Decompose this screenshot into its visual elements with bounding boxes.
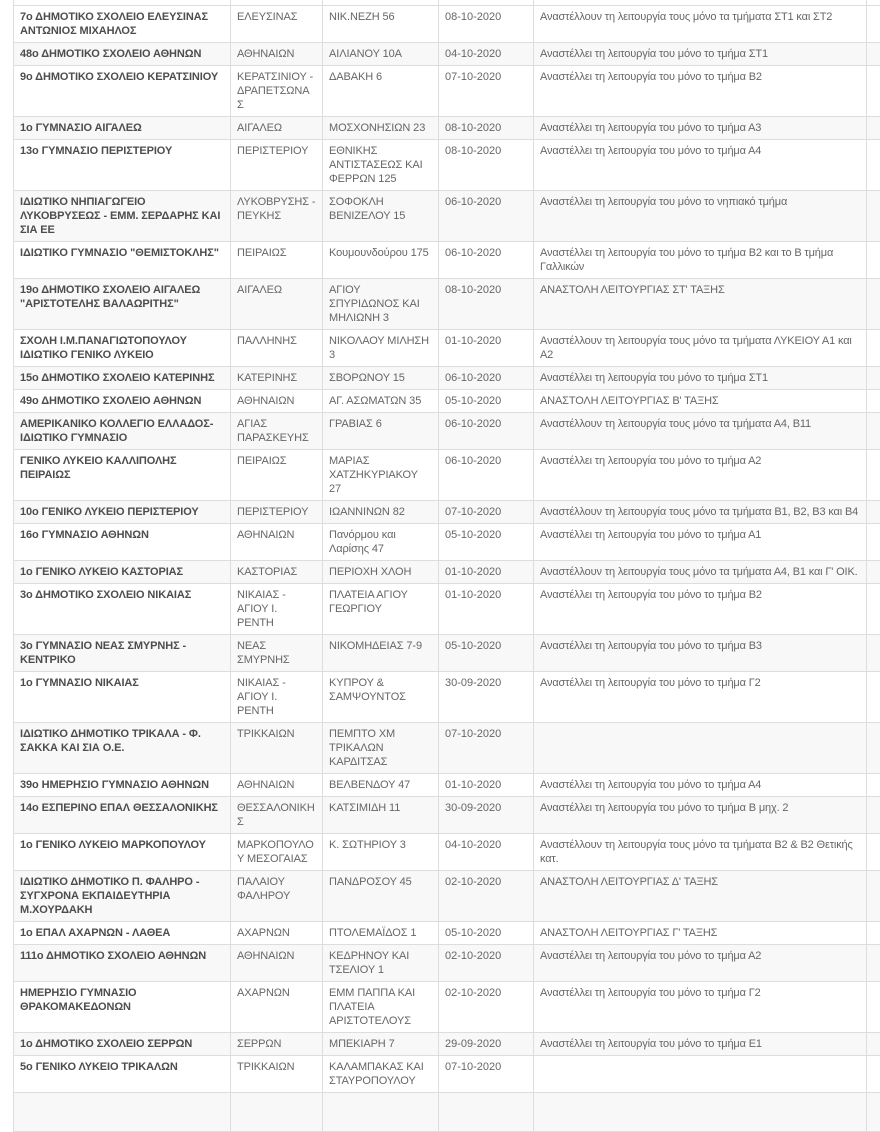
- cell-overflow: [867, 413, 880, 450]
- cell-municipality: ΤΡΙΚΚΑΙΩΝ: [231, 723, 323, 774]
- cell-overflow: [867, 1093, 880, 1132]
- table-row: [14, 43, 880, 66]
- cell-school-name: 1ο ΔΗΜΟΤΙΚΟ ΣΧΟΛΕΙΟ ΣΕΡΡΩΝ: [14, 1033, 231, 1056]
- table-row: [14, 834, 880, 871]
- cell-date: 06-10-2020: [439, 191, 534, 242]
- cell-municipality: ΠΕΙΡΑΙΩΣ: [231, 450, 323, 501]
- cell-suspension-note: Αναστέλλουν τη λειτουργία τους μόνο τα τμήματα Α4, Β1 και Γ' ΟΙΚ.: [534, 561, 867, 584]
- cell-municipality: ΝΙΚΑΙΑΣ - ΑΓΙΟΥ Ι. ΡΕΝΤΗ: [231, 672, 323, 723]
- cell-address: ΣΟΦΟΚΛΗ ΒΕΝΙΖΕΛΟΥ 15: [323, 191, 439, 242]
- cell-address: ΠΕΡΙΟΧΗ ΧΛΟΗ: [323, 561, 439, 584]
- cell-date: 30-09-2020: [439, 797, 534, 834]
- cell-date: 08-10-2020: [439, 140, 534, 191]
- cell-overflow: [867, 140, 880, 191]
- cell-overflow: [867, 367, 880, 390]
- cell-school-name: 10ο ΓΕΝΙΚΟ ΛΥΚΕΙΟ ΠΕΡΙΣΤΕΡΙΟΥ: [14, 501, 231, 524]
- cell-school-name: 13ο ΓΥΜΝΑΣΙΟ ΠΕΡΙΣΤΕΡΙΟΥ: [14, 140, 231, 191]
- cell-school-name: 1ο ΓΥΜΝΑΣΙΟ ΑΙΓΑΛΕΩ: [14, 117, 231, 140]
- cell-municipality: ΚΕΡΑΤΣΙΝΙΟΥ - ΔΡΑΠΕΤΣΩΝΑΣ: [231, 66, 323, 117]
- cell-address: Πανόρμου και Λαρίσης 47: [323, 524, 439, 561]
- table-row: [14, 561, 880, 584]
- cell-school-name: 111ο ΔΗΜΟΤΙΚΟ ΣΧΟΛΕΙΟ ΑΘΗΝΩΝ: [14, 945, 231, 982]
- cell-date: 01-10-2020: [439, 584, 534, 635]
- cell-school-name: 49ο ΔΗΜΟΤΙΚΟ ΣΧΟΛΕΙΟ ΑΘΗΝΩΝ: [14, 390, 231, 413]
- cell-date: 07-10-2020: [439, 1056, 534, 1093]
- cell-school-name: 3ο ΔΗΜΟΤΙΚΟ ΣΧΟΛΕΙΟ ΝΙΚΑΙΑΣ: [14, 584, 231, 635]
- cell-address: ΚΕΔΡΗΝΟΥ ΚΑΙ ΤΣΕΛΙΟΥ 1: [323, 945, 439, 982]
- cell-address: ΒΕΛΒΕΝΔΟΥ 47: [323, 774, 439, 797]
- cell-suspension-note: Αναστέλλει τη λειτουργία του μόνο το νηπιακό τμήμα: [534, 191, 867, 242]
- cell-date: 05-10-2020: [439, 390, 534, 413]
- cell-municipality: ΑΘΗΝΑΙΩΝ: [231, 390, 323, 413]
- cell-address: Κουμουνδούρου 175: [323, 242, 439, 279]
- cell-suspension-note: Αναστέλλουν τη λειτουργία τους μόνο τα τμήματα Β2 & Β2 Θετικής κατ.: [534, 834, 867, 871]
- cell-school-name: ΙΔΙΩΤΙΚΟ ΔΗΜΟΤΙΚΟ Π. ΦΑΛΗΡΟ - ΣΥΓΧΡΟΝΑ ΕΚΠΑΙΔΕΥΤΗΡΙΑ Μ.ΧΟΥΡΔΑΚΗ: [14, 871, 231, 922]
- cell-address: ΕΘΝΙΚΗΣ ΑΝΤΙΣΤΑΣΕΩΣ ΚΑΙ ΦΕΡΡΩΝ 125: [323, 140, 439, 191]
- cell-suspension-note: Αναστέλλουν τη λειτουργία τους μόνο τα τμήματα ΛΥΚΕΙΟΥ Α1 και Α2: [534, 330, 867, 367]
- cell-overflow: [867, 43, 880, 66]
- table-row: [14, 922, 880, 945]
- cell-municipality: ΑΘΗΝΑΙΩΝ: [231, 43, 323, 66]
- cell-school-name: 5ο ΓΕΝΙΚΟ ΛΥΚΕΙΟ ΤΡΙΚΑΛΩΝ: [14, 1056, 231, 1093]
- cell-municipality: ΝΕΑΣ ΣΜΥΡΝΗΣ: [231, 635, 323, 672]
- cell-date: 06-10-2020: [439, 242, 534, 279]
- cell-date: 05-10-2020: [439, 635, 534, 672]
- cell-date: 06-10-2020: [439, 367, 534, 390]
- cell-municipality: ΑΧΑΡΝΩΝ: [231, 982, 323, 1033]
- table-row: [14, 672, 880, 723]
- cell-date: 04-10-2020: [439, 834, 534, 871]
- cell-suspension-note: Αναστέλλει τη λειτουργία του μόνο το τμήμα Ε1: [534, 1033, 867, 1056]
- cell-municipality: ΜΑΡΚΟΠΟΥΛΟΥ ΜΕΣΟΓΑΙΑΣ: [231, 834, 323, 871]
- cell-overflow: [867, 584, 880, 635]
- table-row: [14, 982, 880, 1033]
- cell-address: ΣΒΟΡΩΝΟΥ 15: [323, 367, 439, 390]
- cell-suspension-note: Αναστέλλει τη λειτουργία του μόνο το τμήμα ΣΤ1: [534, 367, 867, 390]
- table-row: [14, 501, 880, 524]
- cell-address: ΚΑΛΑΜΠΑΚΑΣ ΚΑΙ ΣΤΑΥΡΟΠΟΥΛΟΥ: [323, 1056, 439, 1093]
- cell-suspension-note: Αναστέλλει τη λειτουργία του μόνο το τμήμα Α3: [534, 117, 867, 140]
- cell-date: 07-10-2020: [439, 501, 534, 524]
- cell-address: ΓΡΑΒΙΑΣ 6: [323, 413, 439, 450]
- cell-overflow: [867, 450, 880, 501]
- cell-municipality: ΠΑΛΛΗΝΗΣ: [231, 330, 323, 367]
- cell-overflow: [867, 672, 880, 723]
- cell-suspension-note: ΑΝΑΣΤΟΛΗ ΛΕΙΤΟΥΡΓΙΑΣ Δ' ΤΑΞΗΣ: [534, 871, 867, 922]
- cell-school-name: ΑΜΕΡΙΚΑΝΙΚΟ ΚΟΛΛΕΓΙΟ ΕΛΛΑΔΟΣ- ΙΔΙΩΤΙΚΟ ΓΥΜΝΑΣΙΟ: [14, 413, 231, 450]
- table-row: [14, 945, 880, 982]
- table-row: [14, 6, 880, 43]
- cell-municipality: ΕΛΕΥΣΙΝΑΣ: [231, 6, 323, 43]
- cell-overflow: [867, 117, 880, 140]
- cell-date: 02-10-2020: [439, 871, 534, 922]
- cell-date: 05-10-2020: [439, 922, 534, 945]
- table-row: [14, 1033, 880, 1056]
- table-row: [14, 584, 880, 635]
- cell-suspension-note: [534, 1056, 867, 1093]
- table-row: [14, 723, 880, 774]
- cell-suspension-note: [534, 723, 867, 774]
- cell-municipality: ΤΡΙΚΚΑΙΩΝ: [231, 1056, 323, 1093]
- cell-overflow: [867, 834, 880, 871]
- cell-municipality: ΑΓΙΑΣ ΠΑΡΑΣΚΕΥΗΣ: [231, 413, 323, 450]
- cell-address: ΜΑΡΙΑΣ ΧΑΤΖΗΚΥΡΙΑΚΟΥ 27: [323, 450, 439, 501]
- cell-address: ΝΙΚΟΛΑΟΥ ΜΙΛΗΣΗ 3: [323, 330, 439, 367]
- table-row: [14, 242, 880, 279]
- cell-overflow: [867, 922, 880, 945]
- cell-suspension-note: Αναστέλλει τη λειτουργία του μόνο το τμήμα Β3: [534, 635, 867, 672]
- cell-school-name: 1ο ΓΥΜΝΑΣΙΟ ΝΙΚΑΙΑΣ: [14, 672, 231, 723]
- cell-suspension-note: Αναστέλλουν τη λειτουργία τους μόνο τα τμήματα ΣΤ1 και ΣΤ2: [534, 6, 867, 43]
- cell-date: 01-10-2020: [439, 774, 534, 797]
- cell-address: ΝΙΚ.ΝΕΖΗ 56: [323, 6, 439, 43]
- cell-suspension-note: Αναστέλλει τη λειτουργία του μόνο το τμήμα Α2: [534, 450, 867, 501]
- cell-address: ΠΕΜΠΤΟ ΧΜ ΤΡΙΚΑΛΩΝ ΚΑΡΔΙΤΣΑΣ: [323, 723, 439, 774]
- cell-overflow: [867, 501, 880, 524]
- cell-school-name: ΙΔΙΩΤΙΚΟ ΓΥΜΝΑΣΙΟ "ΘΕΜΙΣΤΟΚΛΗΣ": [14, 242, 231, 279]
- cell-suspension-note: Αναστέλλει τη λειτουργία του μόνο το τμήμα Α2: [534, 945, 867, 982]
- table-body: [14, 0, 880, 1132]
- cell-date: 08-10-2020: [439, 279, 534, 330]
- cell-municipality: ΛΥΚΟΒΡΥΣΗΣ - ΠΕΥΚΗΣ: [231, 191, 323, 242]
- cell-date: 05-10-2020: [439, 524, 534, 561]
- cell-suspension-note: Αναστέλλουν τη λειτουργία τους μόνο τα τμήματα Α4, Β11: [534, 413, 867, 450]
- cell-municipality: ΑΘΗΝΑΙΩΝ: [231, 774, 323, 797]
- cell-suspension-note: ΑΝΑΣΤΟΛΗ ΛΕΙΤΟΥΡΓΙΑΣ ΣΤ' ΤΑΞΗΣ: [534, 279, 867, 330]
- cell-school-name: 16ο ΓΥΜΝΑΣΙΟ ΑΘΗΝΩΝ: [14, 524, 231, 561]
- table-row: [14, 117, 880, 140]
- cell-address: ΙΩΑΝΝΙΝΩΝ 82: [323, 501, 439, 524]
- cell-suspension-note: Αναστέλλει τη λειτουργία του μόνο το τμήμα Α4: [534, 774, 867, 797]
- cell-school-name: 1ο ΓΕΝΙΚΟ ΛΥΚΕΙΟ ΜΑΡΚΟΠΟΥΛΟΥ: [14, 834, 231, 871]
- cell-school-name: ΣΧΟΛΗ Ι.Μ.ΠΑΝΑΓΙΩΤΟΠΟΥΛΟΥ ΙΔΙΩΤΙΚΟ ΓΕΝΙΚΟ ΛΥΚΕΙΟ: [14, 330, 231, 367]
- cell-municipality: ΑΘΗΝΑΙΩΝ: [231, 524, 323, 561]
- cell-municipality: ΚΑΤΕΡΙΝΗΣ: [231, 367, 323, 390]
- cell-address: ΜΠΕΚΙΑΡΗ 7: [323, 1033, 439, 1056]
- cell-address: ΝΙΚΟΜΗΔΕΙΑΣ 7-9: [323, 635, 439, 672]
- cell-overflow: [867, 390, 880, 413]
- cell-date: [439, 1093, 534, 1132]
- cell-overflow: [867, 561, 880, 584]
- cell-suspension-note: Αναστέλλει τη λειτουργία του μόνο το τμήμα Γ2: [534, 982, 867, 1033]
- cell-date: 06-10-2020: [439, 413, 534, 450]
- cell-overflow: [867, 774, 880, 797]
- cell-overflow: [867, 635, 880, 672]
- cell-school-name: [14, 1093, 231, 1132]
- cell-suspension-note: Αναστέλλει τη λειτουργία του μόνο το τμήμα Β2: [534, 584, 867, 635]
- cell-school-name: 14ο ΕΣΠΕΡΙΝΟ ΕΠΑΛ ΘΕΣΣΑΛΟΝΙΚΗΣ: [14, 797, 231, 834]
- cell-suspension-note: Αναστέλλει τη λειτουργία του μόνο το τμήμα ΣΤ1: [534, 43, 867, 66]
- cell-date: 04-10-2020: [439, 43, 534, 66]
- cell-suspension-note: Αναστέλλει τη λειτουργία του μόνο το τμήμα Α4: [534, 140, 867, 191]
- table-row: [14, 450, 880, 501]
- cell-school-name: 15ο ΔΗΜΟΤΙΚΟ ΣΧΟΛΕΙΟ ΚΑΤΕΡΙΝΗΣ: [14, 367, 231, 390]
- table-row: [14, 390, 880, 413]
- cell-school-name: 7ο ΔΗΜΟΤΙΚΟ ΣΧΟΛΕΙΟ ΕΛΕΥΣΙΝΑΣ ΑΝΤΩΝΙΟΣ ΜΙΧΑΗΛΟΣ: [14, 6, 231, 43]
- table-row: [14, 140, 880, 191]
- cell-municipality: ΑΙΓΑΛΕΩ: [231, 117, 323, 140]
- cell-suspension-note: Αναστέλλει τη λειτουργία του μόνο το τμήμα Β μηχ. 2: [534, 797, 867, 834]
- cell-date: 02-10-2020: [439, 945, 534, 982]
- schools-table: [13, 0, 880, 1132]
- cell-suspension-note: Αναστέλλουν τη λειτουργία τους μόνο τα τμήματα Β1, Β2, Β3 και Β4: [534, 501, 867, 524]
- cell-school-name: ΙΔΙΩΤΙΚΟ ΔΗΜΟΤΙΚΟ ΤΡΙΚΑΛΑ - Φ. ΣΑΚΚΑ ΚΑΙ ΣΙΑ Ο.Ε.: [14, 723, 231, 774]
- cell-address: ΠΤΟΛΕΜΑΪΔΟΣ 1: [323, 922, 439, 945]
- cell-school-name: ΓΕΝΙΚΟ ΛΥΚΕΙΟ ΚΑΛΛΙΠΟΛΗΣ ΠΕΙΡΑΙΩΣ: [14, 450, 231, 501]
- cell-municipality: ΑΧΑΡΝΩΝ: [231, 922, 323, 945]
- table-row: [14, 635, 880, 672]
- cell-municipality: ΠΕΡΙΣΤΕΡΙΟΥ: [231, 140, 323, 191]
- cell-date: 01-10-2020: [439, 561, 534, 584]
- cell-school-name: ΙΔΙΩΤΙΚΟ ΝΗΠΙΑΓΩΓΕΙΟ ΛΥΚΟΒΡΥΣΕΩΣ - ΕΜΜ. ΣΕΡΔΑΡΗΣ ΚΑΙ ΣΙΑ ΕΕ: [14, 191, 231, 242]
- cell-suspension-note: Αναστέλλει τη λειτουργία του μόνο το τμήμα Β2: [534, 66, 867, 117]
- cell-school-name: 1ο ΓΕΝΙΚΟ ΛΥΚΕΙΟ ΚΑΣΤΟΡΙΑΣ: [14, 561, 231, 584]
- cell-address: ΔΑΒΑΚΗ 6: [323, 66, 439, 117]
- cell-address: ΑΓΙΟΥ ΣΠΥΡΙΔΩΝΟΣ ΚΑΙ ΜΗΛΙΩΝΗ 3: [323, 279, 439, 330]
- cell-school-name: 1ο ΕΠΑΛ ΑΧΑΡΝΩΝ - ΛΑΘΕΑ: [14, 922, 231, 945]
- cell-municipality: ΠΑΛΑΙΟΥ ΦΑΛΗΡΟΥ: [231, 871, 323, 922]
- table-row: [14, 524, 880, 561]
- cell-overflow: [867, 191, 880, 242]
- table-row: [14, 797, 880, 834]
- cell-suspension-note: Αναστέλλει τη λειτουργία του μόνο το τμήμα Α1: [534, 524, 867, 561]
- cell-overflow: [867, 1056, 880, 1093]
- cell-municipality: ΠΕΡΙΣΤΕΡΙΟΥ: [231, 501, 323, 524]
- table-row: [14, 774, 880, 797]
- cell-municipality: ΚΑΣΤΟΡΙΑΣ: [231, 561, 323, 584]
- cell-suspension-note: ΑΝΑΣΤΟΛΗ ΛΕΙΤΟΥΡΓΙΑΣ Β' ΤΑΞΗΣ: [534, 390, 867, 413]
- cell-address: ΠΑΝΔΡΟΣΟΥ 45: [323, 871, 439, 922]
- cell-date: 29-09-2020: [439, 1033, 534, 1056]
- cell-overflow: [867, 6, 880, 43]
- table-row: [14, 330, 880, 367]
- cell-date: 08-10-2020: [439, 6, 534, 43]
- cell-overflow: [867, 279, 880, 330]
- cell-date: 07-10-2020: [439, 66, 534, 117]
- cell-school-name: 19ο ΔΗΜΟΤΙΚΟ ΣΧΟΛΕΙΟ ΑΙΓΑΛΕΩ "ΑΡΙΣΤΟΤΕΛΗΣ ΒΑΛΑΩΡΙΤΗΣ": [14, 279, 231, 330]
- cell-overflow: [867, 871, 880, 922]
- cell-overflow: [867, 330, 880, 367]
- cell-address: ΑΙΛΙΑΝΟΥ 10Α: [323, 43, 439, 66]
- cell-suspension-note: Αναστέλλει τη λειτουργία του μόνο το τμήμα Γ2: [534, 672, 867, 723]
- cell-date: 08-10-2020: [439, 117, 534, 140]
- cell-date: 02-10-2020: [439, 982, 534, 1033]
- table-row: [14, 279, 880, 330]
- cell-overflow: [867, 945, 880, 982]
- cell-address: Κ. ΣΩΤΗΡΙΟΥ 3: [323, 834, 439, 871]
- cell-school-name: 39ο ΗΜΕΡΗΣΙΟ ΓΥΜΝΑΣΙΟ ΑΘΗΝΩΝ: [14, 774, 231, 797]
- cell-date: 06-10-2020: [439, 450, 534, 501]
- cell-school-name: 48ο ΔΗΜΟΤΙΚΟ ΣΧΟΛΕΙΟ ΑΘΗΝΩΝ: [14, 43, 231, 66]
- cell-address: ΕΜΜ ΠΑΠΠΑ ΚΑΙ ΠΛΑΤΕΙΑ ΑΡΙΣΤΟΤΕΛΟΥΣ: [323, 982, 439, 1033]
- cell-municipality: ΘΕΣΣΑΛΟΝΙΚΗΣ: [231, 797, 323, 834]
- table-row: [14, 66, 880, 117]
- cell-suspension-note: ΑΝΑΣΤΟΛΗ ΛΕΙΤΟΥΡΓΙΑΣ Γ' ΤΑΞΗΣ: [534, 922, 867, 945]
- table-row: [14, 1056, 880, 1093]
- partial-bottom-row: [14, 1093, 880, 1132]
- cell-overflow: [867, 982, 880, 1033]
- cell-address: ΜΟΣΧΟΝΗΣΙΩΝ 23: [323, 117, 439, 140]
- cell-address: ΠΛΑΤΕΙΑ ΑΓΙΟΥ ΓΕΩΡΓΙΟΥ: [323, 584, 439, 635]
- cell-overflow: [867, 524, 880, 561]
- cell-date: 01-10-2020: [439, 330, 534, 367]
- cell-school-name: 3ο ΓΥΜΝΑΣΙΟ ΝΕΑΣ ΣΜΥΡΝΗΣ - ΚΕΝΤΡΙΚΟ: [14, 635, 231, 672]
- cell-municipality: ΣΕΡΡΩΝ: [231, 1033, 323, 1056]
- cell-overflow: [867, 797, 880, 834]
- cell-municipality: ΑΘΗΝΑΙΩΝ: [231, 945, 323, 982]
- table-row: [14, 413, 880, 450]
- cell-suspension-note: Αναστέλλει τη λειτουργία του μόνο το τμήμα Β2 και το Β τμήμα Γαλλικών: [534, 242, 867, 279]
- cell-overflow: [867, 242, 880, 279]
- cell-address: ΚΥΠΡΟΥ & ΣΑΜΨΟΥΝΤΟΣ: [323, 672, 439, 723]
- cell-overflow: [867, 723, 880, 774]
- cell-school-name: ΗΜΕΡΗΣΙΟ ΓΥΜΝΑΣΙΟ ΘΡΑΚΟΜΑΚΕΔΟΝΩΝ: [14, 982, 231, 1033]
- cell-municipality: ΠΕΙΡΑΙΩΣ: [231, 242, 323, 279]
- cell-date: 07-10-2020: [439, 723, 534, 774]
- cell-date: 30-09-2020: [439, 672, 534, 723]
- cell-address: [323, 1093, 439, 1132]
- cell-municipality: ΑΙΓΑΛΕΩ: [231, 279, 323, 330]
- cell-municipality: [231, 1093, 323, 1132]
- cell-address: ΑΓ. ΑΣΩΜΑΤΩΝ 35: [323, 390, 439, 413]
- table-row: [14, 367, 880, 390]
- cell-overflow: [867, 66, 880, 117]
- table-row: [14, 191, 880, 242]
- cell-municipality: ΝΙΚΑΙΑΣ - ΑΓΙΟΥ Ι. ΡΕΝΤΗ: [231, 584, 323, 635]
- table-row: [14, 871, 880, 922]
- cell-address: ΚΑΤΣΙΜΙΔΗ 11: [323, 797, 439, 834]
- cell-school-name: 9ο ΔΗΜΟΤΙΚΟ ΣΧΟΛΕΙΟ ΚΕΡΑΤΣΙΝΙΟΥ: [14, 66, 231, 117]
- cell-overflow: [867, 1033, 880, 1056]
- cell-suspension-note: [534, 1093, 867, 1132]
